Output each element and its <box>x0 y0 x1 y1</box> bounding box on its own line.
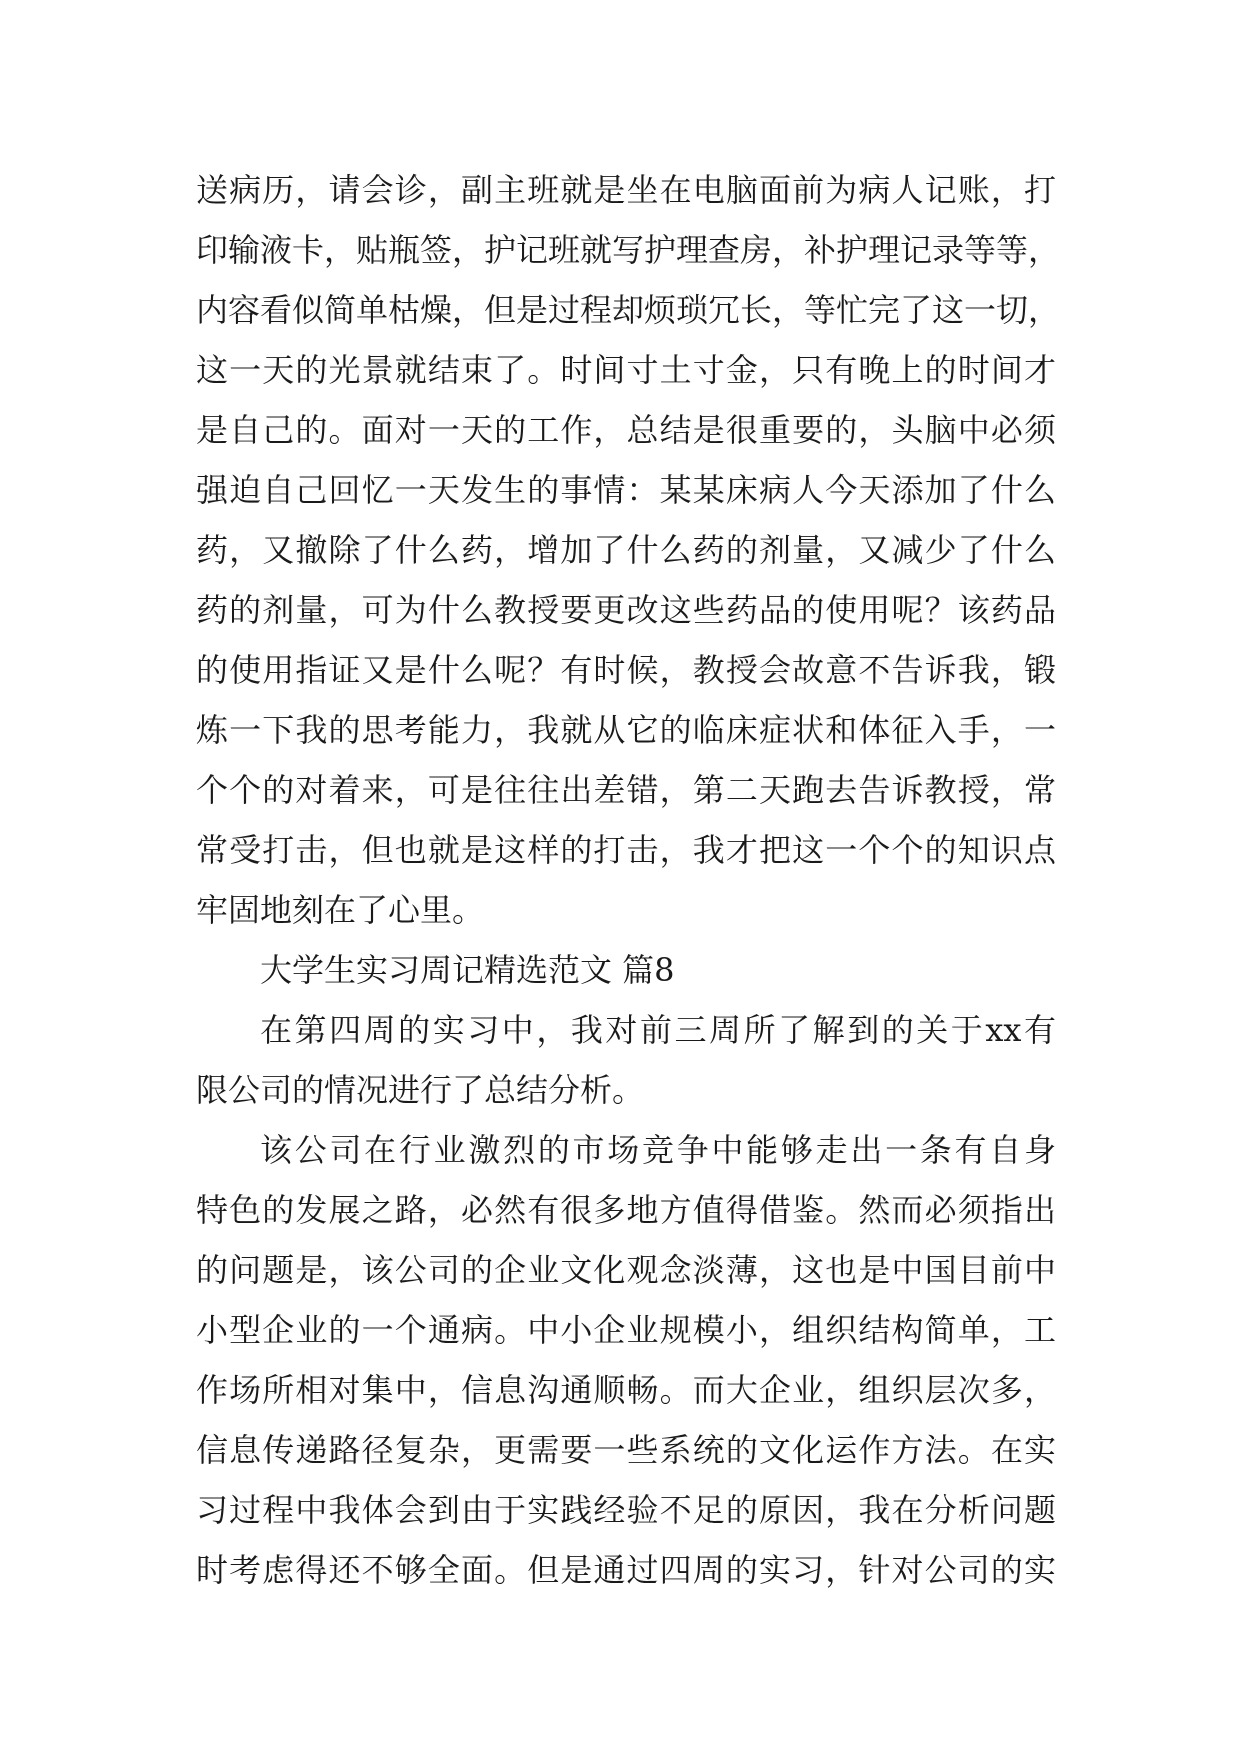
text-line: 个个的对着来，可是往往出差错，第二天跑去告诉教授，常 <box>196 771 1056 809</box>
text-line: 常受打击，但也就是这样的打击，我才把这一个个的知识点 <box>196 831 1056 869</box>
text-line: 印输液卡，贴瓶签，护记班就写护理查房，补护理记录等等， <box>196 231 1061 269</box>
text-line: 信息传递路径复杂，更需要一些系统的文化运作方法。在实 <box>196 1431 1056 1469</box>
text-line: 药，又撤除了什么药，增加了什么药的剂量，又减少了什么 <box>196 531 1056 569</box>
text-line: 特色的发展之路，必然有很多地方值得借鉴。然而必须指出 <box>196 1191 1056 1229</box>
text-line: 牢固地刻在了心里。 <box>196 891 485 929</box>
text-line: 小型企业的一个通病。中小企业规模小，组织结构简单，工 <box>196 1311 1056 1349</box>
text-line: 内容看似简单枯燥，但是过程却烦琐冗长，等忙完了这一切， <box>196 291 1061 329</box>
body-text <box>196 160 1061 1600</box>
text-line: 的问题是，该公司的企业文化观念淡薄，这也是中国目前中 <box>196 1251 1056 1289</box>
text-line: 是自己的。面对一天的工作，总结是很重要的，头脑中必须 <box>196 411 1056 449</box>
text-line: 习过程中我体会到由于实践经验不足的原因，我在分析问题 <box>196 1491 1056 1529</box>
text-line: 送病历，请会诊，副主班就是坐在电脑面前为病人记账，打 <box>196 171 1056 209</box>
text-line: 药的剂量，可为什么教授要更改这些药品的使用呢？该药品 <box>196 591 1056 629</box>
text-line: 该公司在行业激烈的市场竞争中能够走出一条有自身 <box>260 1131 1056 1169</box>
text-line: 作场所相对集中，信息沟通顺畅。而大企业，组织层次多， <box>196 1371 1056 1409</box>
text-line: 在第四周的实习中，我对前三周所了解到的关于xx有 <box>260 1011 1056 1049</box>
text-line: 的使用指证又是什么呢？有时候，教授会故意不告诉我，锻 <box>196 651 1056 689</box>
text-line: 炼一下我的思考能力，我就从它的临床症状和体征入手，一 <box>196 711 1056 749</box>
text-line: 限公司的情况进行了总结分析。 <box>196 1071 645 1109</box>
text-line: 强迫自己回忆一天发生的事情：某某床病人今天添加了什么 <box>196 471 1056 509</box>
text-line: 这一天的光景就结束了。时间寸土寸金，只有晚上的时间才 <box>196 351 1056 389</box>
text-line: 时考虑得还不够全面。但是通过四周的实习，针对公司的实 <box>196 1551 1056 1589</box>
section-heading: 大学生实习周记精选范文 篇8 <box>260 951 675 989</box>
